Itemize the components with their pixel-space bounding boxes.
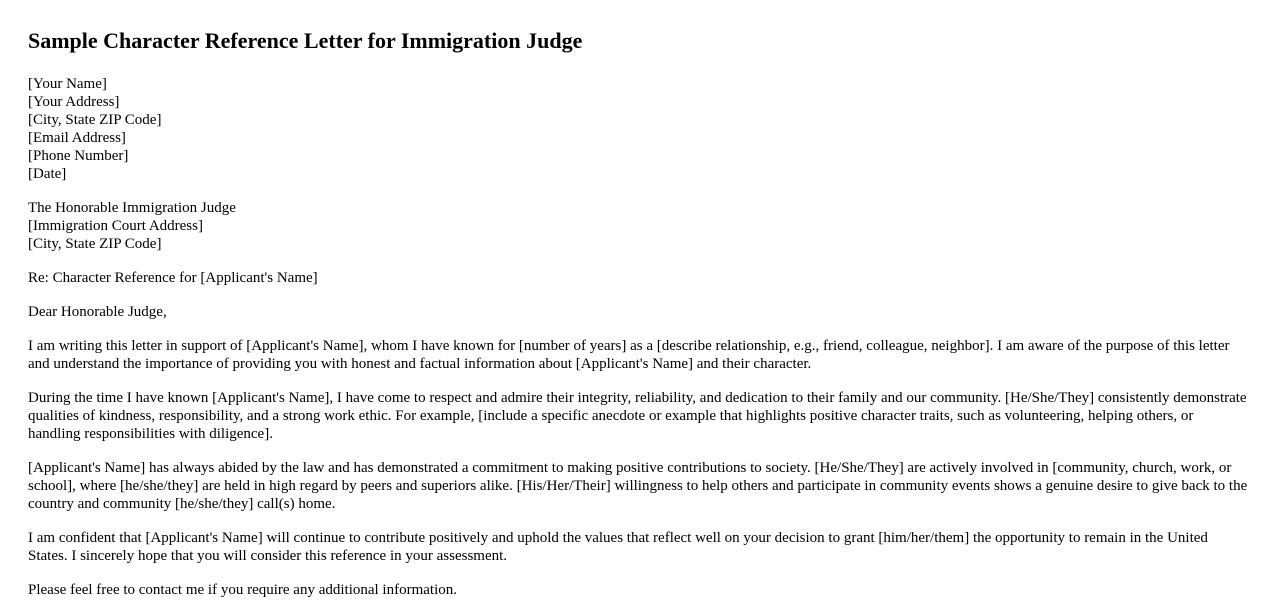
sender-address-block xyxy=(28,75,1250,183)
page-title: Sample Character Reference Letter for Immigration Judge xyxy=(28,28,583,53)
sender-email: [Email Address] xyxy=(28,130,126,146)
recipient-city-state-zip: [City, State ZIP Code] xyxy=(28,236,162,252)
salutation: Dear Honorable Judge, xyxy=(28,304,167,320)
recipient-name: The Honorable Immigration Judge xyxy=(28,200,236,216)
sender-phone: [Phone Number] xyxy=(28,148,129,164)
body-paragraph-intro: I am writing this letter in support of [Applicant's Name], whom I have known for [number of years] as a [describe relationship, e.g., friend, colleague, neighbor]. I am aware of the purpose of this letter and understand the importance of providing you with honest and factual information about [Applicant's Name] and their character. xyxy=(28,338,1230,372)
subject-line: Re: Character Reference for [Applicant's Name] xyxy=(28,270,318,286)
letter-date: [Date] xyxy=(28,166,67,182)
sender-address: [Your Address] xyxy=(28,94,120,110)
body-paragraph-character: During the time I have known [Applicant's Name], I have come to respect and admire their integrity, reliability, and dedication to their family and our community. [He/She/They] consistently demonstrate qualities of kindness, responsibility, and a strong work ethic. For example, [include a specific anecdote or example that highlights positive character traits, such as volunteering, helping others, or handling responsibilities with diligence]. xyxy=(28,390,1247,442)
body-paragraph-confidence: I am confident that [Applicant's Name] will continue to contribute positively and uphold the values that reflect well on your decision to grant [him/her/them] the opportunity to remain in the United States. I sincerely hope that you will consider this reference in your assessment. xyxy=(28,530,1208,564)
recipient-address: [Immigration Court Address] xyxy=(28,218,203,234)
recipient-address-block xyxy=(28,199,1250,253)
body-paragraph-community: [Applicant's Name] has always abided by the law and has demonstrated a commitment to making positive contributions to society. [He/She/They] are actively involved in [community, church, work, or school], where [he/she/they] are held in high regard by peers and superiors alike. [His/Her/Their] willingness to help others and participate in community events shows a genuine desire to give back to the country and community [he/she/they] call(s) home. xyxy=(28,460,1248,512)
sender-name: [Your Name] xyxy=(28,76,107,92)
sender-city-state-zip: [City, State ZIP Code] xyxy=(28,112,162,128)
body-paragraph-closing: Please feel free to contact me if you require any additional information. xyxy=(28,582,458,598)
